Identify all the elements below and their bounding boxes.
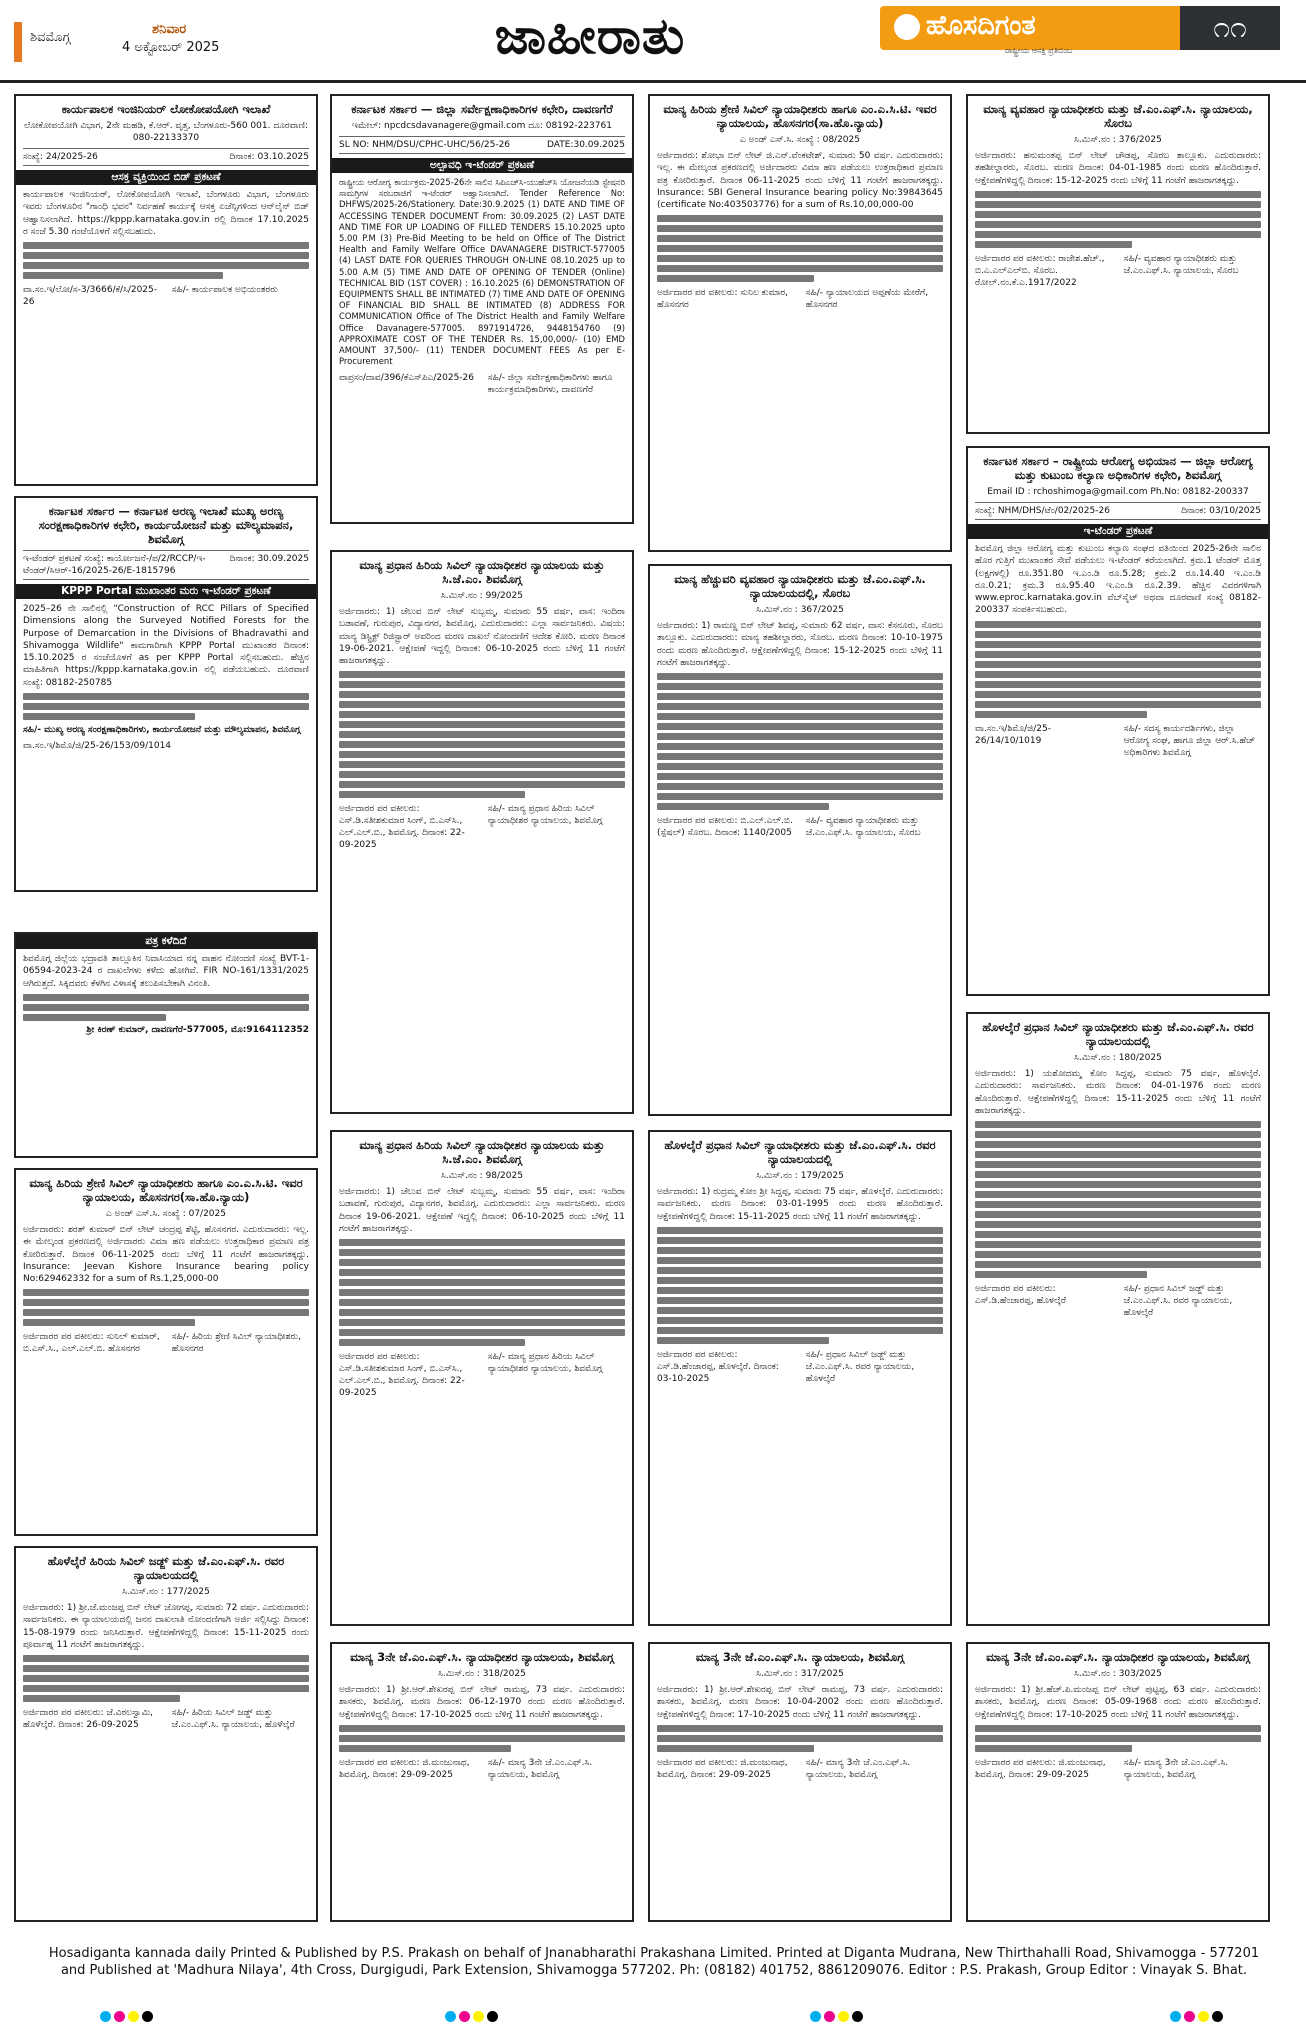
imprint: [14, 1945, 1294, 1979]
signatory: ಸಹಿ/- ಕಾರ್ಯಪಾಲಕ ಅಭಿಯಂತರರು: [171, 285, 278, 296]
ad-title: ಕರ್ನಾಟಕ ಸರ್ಕಾರ – ರಾಷ್ಟ್ರೀಯ ಆರೋಗ್ಯ ಅಭಿಯಾನ — ಜಿಲ್ಲಾ ಆರೋಗ್ಯ ಮತ್ತು ಕುಟುಂಬ ಕಲ್ಯಾಣ ಅಧಿಕಾರಿಗಳ ಕಛೇರಿ, ಶಿವಮೊಗ್ಗ: [983, 454, 1253, 482]
advocate: ಅರ್ಜಿದಾರರ ಪರ ವಕೀಲರು: ಎಸ್.ಡಿ.ಸತೀಶಕುಮಾರ ಸಿಂಗ್, ಬಿ.ಎಸ್‌ಸಿ., ಎಲ್.ಎಲ್.ಬಿ., ಶಿವಮೊಗ್ಗ. ದಿನಾಂಕ: 22-09-2025: [339, 1352, 465, 1399]
ad-title: ಮಾನ್ಯ ಹಿರಿಯ ಶ್ರೇಣಿ ಸಿವಿಲ್ ನ್ಯಾಯಾಧೀಶರು ಹಾಗೂ ಎಂ.ಎ.ಸಿ.ಟಿ. ಇವರ ನ್ಯಾಯಾಲಯ, ಹೊಸನಗರ(ಸಾ.ಹೊ.ನ್ಯಾಯ): [663, 102, 937, 130]
ref-date: ದಿನಾಂಕ: 03.10.2025: [229, 152, 309, 162]
ref-date: ದಿನಾಂಕ: 03/10/2025: [1181, 506, 1261, 516]
ad-title: ಕರ್ನಾಟಕ ಸರ್ಕಾರ — ಜಿಲ್ಲಾ ಸರ್ವೇಕ್ಷಣಾಧಿಕಾರಿಗಳ ಕಛೇರಿ, ದಾವಣಗೆರೆ: [351, 102, 613, 116]
ad-body: ಅರ್ಜಿದಾರರು: 1) ರುದ್ರಮ್ಮ ಕೋಂ ಶ್ರೀ ಸಿದ್ದಪ್ಪ, ಸುಮಾರು 75 ವರ್ಷ, ಹೊಳಲ್ಕೆರೆ. ಎದುರುದಾರರು: ಸಾರ್ವಜನಿಕರು. ಮರಣ ದಿನಾಂಕ: 03-01-1995 ರಂದು ಮರಣ ಹೊಂದಿರುತ್ತಾರೆ. ಆಕ್ಷೇಪಣೆಗಳಿದ್ದಲ್ಲಿ ದಿನಾಂಕ: 15-11-2025 ರಂದು ಬೆಳಿಗ್ಗೆ 11 ಗಂಟೆಗೆ ಹಾಜರಾಗತಕ್ಕದ್ದು.: [657, 1187, 943, 1222]
ad-footer: ವಾಪ್ರಸಂ/ದಾವ/396/ಕೆಎಸ್‌ಪಿಎ/2025-26: [339, 373, 474, 384]
ad-title: ಮಾನ್ಯ ಪ್ರಧಾನ ಹಿರಿಯ ಸಿವಿಲ್ ನ್ಯಾಯಾಧೀಶರ ನ್ಯಾಯಾಲಯ ಮತ್ತು ಸಿ.ಜೆ.ಎಂ. ಶಿವಮೊಗ್ಗ: [359, 558, 605, 586]
brand-tagline: ರಾಷ್ಟ್ರೀಯ ಆಸಕ್ತಿ ಪ್ರತಿಬಿಂಬ: [1005, 46, 1073, 55]
ad-footer: ವಾ.ಸಂ.ಇ/ಶಿಮೊ/ಜಿ/25-26/14/10/1019: [975, 723, 1051, 746]
ad-body: ಅರ್ಜಿದಾರರು: 1) ಶ್ರೀ.ಹೆಚ್.ಪಿ.ಮಂಜಪ್ಪ ಬಿನ್ ಲೇಟ್ ಪುಟ್ಟಪ್ಪ, 63 ವರ್ಷ. ಎದುರುದಾರರು: ಶಾಸಕರು, ಶಿವಮೊಗ್ಗ. ಮರಣ ದಿನಾಂಕ: 05-09-1968 ರಂದು ಮರಣ ಹೊಂದಿರುತ್ತಾರೆ. ಆಕ್ಷೇಪಣೆಗಳಿದ್ದಲ್ಲಿ ದಿನಾಂಕ: 17-10-2025 ರಂದು ಬೆಳಿಗ್ಗೆ 11 ಗಂಟೆಗೆ ಹಾಜರಾಗತಕ್ಕದ್ದು.: [975, 1685, 1261, 1720]
advocate: ಅರ್ಜಿದಾರರ ಪರ ವಕೀಲರು: ಎಸ್.ಡಿ.ಹೆಂಜಾರಪ್ಪ, ಹೊಳಲ್ಕೆರೆ: [975, 1284, 1067, 1307]
ad-title: ಕರ್ನಾಟಕ ಸರ್ಕಾರ — ಕರ್ನಾಟಕ ಅರಣ್ಯ ಇಲಾಖೆ ಮುಖ್ಯ ಅರಣ್ಯ ಸಂರಕ್ಷಣಾಧಿಕಾರಿಗಳ ಕಛೇರಿ, ಕಾರ್ಯಯೋಜನೆ ಮತ್ತು ಮೌಲ್ಯಮಾಪನ, ಶಿವಮೊಗ್ಗ: [38, 504, 294, 546]
ad-signature: [657, 287, 943, 311]
ref-number: ಸಂಖ್ಯೆ: NHM/DHS/ಟೆಂ/02/2025-26: [975, 506, 1110, 516]
ref-number: ಇ-ಟೆಂಡರ್ ಪ್ರಕಟಣೆ ಸಂಖ್ಯೆ: ಕಾರ್ಯೋಜನೆ-/ಪ/2/RCCP/ಇ-ಟೆಂಡರ್/ಸಿಆರ್-16/2025-26/E-1815796: [23, 554, 206, 576]
text-filler: [339, 671, 625, 798]
ad-signature: [975, 723, 1261, 759]
advocate: ಅರ್ಜಿದಾರರ ಪರ ವಕೀಲರು: ಸುನಿಲ್ ಕುಮಾರ್, ಬಿ.ಎಸ್.ಸಿ., ಎಲ್.ಎಲ್.ಬಿ. ಹೊಸನಗರ: [23, 1332, 160, 1355]
ref-number: ಸಂಖ್ಯೆ: 24/2025-26: [23, 152, 98, 162]
case-number: ಎ ಅಂಡ್ ಎಸ್.ಸಿ. ಸಂಖ್ಯೆ : 07/2025: [106, 1209, 226, 1219]
signatory: ಸಹಿ/- ಮಾನ್ಯ ಪ್ರಧಾನ ಹಿರಿಯ ಸಿವಿಲ್ ನ್ಯಾಯಾಧೀಶರ ನ್ಯಾಯಾಲಯ, ಶಿವಮೊಗ್ಗ: [487, 1352, 603, 1375]
ad-band: ಇ-ಟೆಂಡರ್ ಪ್ರಕಟಣೆ: [968, 524, 1268, 539]
ad-health-tender-shivamogga: [966, 446, 1270, 996]
advocate: ಅರ್ಜಿದಾರರ ಪರ ವಕೀಲರು: ಜಿ.ಮಂಜುನಾಥ, ಶಿವಮೊಗ್ಗ. ದಿನಾಂಕ: 29-09-2025: [339, 1757, 470, 1780]
section-title: ಜಾಹೀರಾತು: [494, 6, 686, 65]
column-3: [648, 94, 954, 1922]
ad-body: ಅರ್ಜಿದಾರರು: ಹನುಮಂತಪ್ಪ ಬಿನ್ ಲೇಟ್ ಚೌಡಪ್ಪ, ಸೊರಬ ತಾಲ್ಲೂಕು. ಎದುರುದಾರರು: ತಹಶೀಲ್ದಾರರು, ಸೊರಬ. ಮರಣ ದಿನಾಂಕ: 04-01-1985 ರಂದು ಮರಣ ಹೊಂದಿರುತ್ತಾರೆ. ಆಕ್ಷೇಪಣೆಗಳಿದ್ದಲ್ಲಿ ದಿನಾಂಕ: 15-12-2025 ರಂದು ಬೆಳಿಗ್ಗೆ 11 ಗಂಟೆಗೆ ಹಾಜರಾಗತಕ್ಕದ್ದು.: [975, 151, 1261, 186]
text-filler: [657, 1227, 943, 1344]
signatory: ಸಹಿ/- ಮಾನ್ಯ 3ನೇ ಜೆ.ಎಂ.ಎಫ್.ಸಿ. ನ್ಯಾಯಾಲಯ, ಶಿವಮೊಗ್ಗ: [805, 1757, 911, 1780]
text-filler: [657, 215, 943, 282]
text-filler: [23, 242, 309, 279]
text-filler: [657, 673, 943, 810]
ad-title: ಹೊಳೆಲ್ಕೆರೆ ಹಿರಿಯ ಸಿವಿಲ್ ಜಡ್ಜ್ ಮತ್ತು ಜೆ.ಎಂ.ಎಫ್.ಸಿ. ರವರ ನ್ಯಾಯಾಲಯದಲ್ಲಿ: [47, 1554, 285, 1582]
ad-body: ಅರ್ಜಿದಾರರು: 1) ಶ್ರೀ.ಜೆ.ಮಂಜಪ್ಪ ಬಿನ್ ಲೇಟ್ ಜೋಗಪ್ಪ, ಸುಮಾರು 72 ವರ್ಷ. ಎದುರುದಾರರು: ಸಾರ್ವಜನಿಕರು. ಈ ನ್ಯಾಯಾಲಯದಲ್ಲಿ ಜನನ ದಾಖಲಾತಿ ನೋಂದಣಿಗಾಗಿ ಅರ್ಜಿ ಸಲ್ಲಿಸಿದ್ದು ದಿನಾಂಕ: 15-08-1979 ರಂದು ಜನಿಸಿರುತ್ತಾರೆ. ಆಕ್ಷೇಪಣೆಗಳಿದ್ದಲ್ಲಿ ದಿನಾಂಕ: 15-11-2025 ರಂದು ಪೂರ್ವಾಹ್ನ 11 ಗಂಟೆಗೆ ಹಾಜರಾಗತಕ್ಕದ್ದು.: [23, 1603, 309, 1650]
ad-signature: [657, 1757, 943, 1781]
ad-court-notice: [330, 1642, 634, 1922]
text-filler: [975, 1725, 1261, 1752]
ad-court-notice: [330, 1130, 634, 1626]
case-number: ಸಿ.ಮಿಸ್.ನಂ : 177/2025: [122, 1587, 210, 1597]
ad-forest-tender: [14, 496, 318, 892]
ad-signature: [975, 1283, 1261, 1319]
advocate: ಅರ್ಜಿದಾರರ ಪರ ವಕೀಲರು: ಬಿ.ಎಲ್.ಎಲ್.ಬಿ. (ಸ್ಪೆಷಲ್) ಸೊರಬ. ದಿನಾಂಕ: 1140/2005: [657, 816, 793, 839]
text-filler: [975, 621, 1261, 718]
ad-body: ಅರ್ಜಿದಾರರು: ಶೋಭಾ ಬಿನ್ ಲೇಟ್ ಜಿ.ಎನ್.ವೆಂಕಟೇಶ್, ಸುಮಾರು 50 ವರ್ಷ. ಎದುರುದಾರರು: ಇಲ್ಲ. ಈ ಮೇಲ್ಕಂಡ ಪ್ರಕರಣದಲ್ಲಿ ಅರ್ಜಿದಾರರು ವಿಮಾ ಹಣ ಪಡೆಯಲು ಉತ್ತರಾಧಿಕಾರ ಪ್ರಮಾಣ ಪತ್ರ ಕೋರಿರುತ್ತಾರೆ. ದಿನಾಂಕ 06-11-2025 ರಂದು ಬೆಳಿಗ್ಗೆ 11 ಗಂಟೆಗೆ ಹಾಜರಾಗತಕ್ಕದ್ದು. Insurance: SBI General Insurance bearing policy No:39843645 (certificate No:403503776) for a sum of Rs.10,00,000-00: [657, 151, 943, 211]
ad-court-notice: [966, 1012, 1270, 1626]
ad-band: KPPP Portal ಮುಖಾಂತರ ಮರು ಇ-ಟೆಂಡರ್ ಪ್ರಕಟಣೆ: [16, 584, 316, 599]
text-filler: [23, 1289, 309, 1326]
case-number: ಎ ಅಂಡ್ ಎಸ್.ಸಿ. ಸಂಖ್ಯೆ : 08/2025: [740, 135, 860, 145]
case-number: ಸಿ.ಮಿಸ್.ನಂ : 317/2025: [756, 1669, 844, 1679]
ad-reference: [23, 550, 309, 580]
ad-signature: [975, 1757, 1261, 1781]
signatory: ಸಹಿ/- ಸದಸ್ಯ ಕಾರ್ಯದರ್ಶಿಗಳು, ಜಿಲ್ಲಾ ಆರೋಗ್ಯ ಸಂಘ, ಹಾಗೂ ಜಿಲ್ಲಾ ಆರ್.ಸಿ.ಹೆಚ್ ಅಧಿಕಾರಿಗಳು ಶಿವಮೊಗ್ಗ: [1123, 723, 1256, 758]
ad-title: ಕಾರ್ಯಪಾಲಕ ಇಂಜಿನಿಯರ್ ಲೋಕೋಪಯೋಗಿ ಇಲಾಖೆ: [61, 102, 271, 116]
text-filler: [339, 1239, 625, 1346]
ad-title: ಹೊಳಲ್ಕೆರೆ ಪ್ರಧಾನ ಸಿವಿಲ್ ನ್ಯಾಯಾಧೀಶರು ಮತ್ತು ಜೆ.ಎಂ.ಎಫ್.ಸಿ. ರವರ ನ್ಯಾಯಾಲಯದಲ್ಲಿ: [982, 1020, 1254, 1048]
signatory: ಸಹಿ/- ಮುಖ್ಯ ಅರಣ್ಯ ಸಂರಕ್ಷಣಾಧಿಕಾರಿಗಳು, ಕಾರ್ಯಯೋಜನೆ ಮತ್ತು ಮೌಲ್ಯಮಾಪನ, ಶಿವಮೊಗ್ಗ: [23, 725, 301, 736]
ad-body: 2025–26 ನೇ ಸಾಲಿನಲ್ಲಿ "Construction of RCC Pillars of Specified Dimensions along the Surveyed Notified Forests for the Purpose of Demarcation in the Divisions of Bhadravathi and Shivamogga Wildlife" ಕಾಮಗಾರಿಗಾಗಿ KPPP Portal ಮುಖಾಂತರ ದಿನಾಂಕ: 15.10.2025 ರ ಸಂಜೆಯೊಳಗೆ as per KPPP Portal ಸಲ್ಲಿಸಬಹುದು. ಹೆಚ್ಚಿನ ಮಾಹಿತಿಗಾಗಿ https://kppp.karnataka.gov.in ನಲ್ಲಿ ಪಡೆಯಬಹುದು. ದೂರವಾಣಿ ಸಂಖ್ಯೆ: 08182-250785: [23, 604, 309, 688]
text-filler: [339, 1725, 625, 1752]
ad-body: ಅರ್ಜಿದಾರರು: 1) ಯಶೋದಮ್ಮ ಕೋಂ ಸಿದ್ದಪ್ಪ, ಸುಮಾರು 75 ವರ್ಷ, ಹೊಳಲ್ಕೆರೆ. ಎದುರುದಾರರು: ಸಾರ್ವಜನಿಕರು. ಮರಣ ದಿನಾಂಕ: 04-01-1976 ರಂದು ಮರಣ ಹೊಂದಿರುತ್ತಾರೆ. ಆಕ್ಷೇಪಣೆಗಳಿದ್ದಲ್ಲಿ ದಿನಾಂಕ: 15-11-2025 ರಂದು ಬೆಳಿಗ್ಗೆ 11 ಗಂಟೆಗೆ ಹಾಜರಾಗತಕ್ಕದ್ದು.: [975, 1069, 1261, 1116]
text-filler: [23, 1655, 309, 1702]
ad-court-notice: [648, 1642, 952, 1922]
text-filler: [23, 693, 309, 720]
ad-court-notice: [966, 1642, 1270, 1922]
advocate: ಅರ್ಜಿದಾರರ ಪರ ವಕೀಲರು: ಸುನಿಲ ಕುಮಾರ, ಹೊಸನಗರ: [657, 288, 788, 311]
ad-court-notice: [330, 550, 634, 1114]
signatory: ಸಹಿ/- ವ್ಯವಹಾರ ನ್ಯಾಯಾಧೀಶರು ಮತ್ತು ಜೆ.ಎಂ.ಎಫ್.ಸಿ. ನ್ಯಾಯಾಲಯ, ಸೊರಬ: [1123, 253, 1239, 276]
ad-footer: ವಾ.ಸಂ.ಇ/ಶಿಮೊ/ಜಿ/25-26/153/09/1014: [23, 741, 172, 752]
signatory: ಸಹಿ/- ಮಾನ್ಯ ಪ್ರಧಾನ ಹಿರಿಯ ಸಿವಿಲ್ ನ್ಯಾಯಾಧೀಶರ ನ್ಯಾಯಾಲಯ, ಶಿವಮೊಗ್ಗ: [487, 804, 603, 827]
ref-number: SL NO: NHM/DSU/CPHC-UHC/56/25-26: [339, 140, 511, 150]
ad-address: ಲೋಕೋಪಯೋಗಿ ವಿಭಾಗ, 2ನೇ ಮಹಡಿ, ಕೆ.ಆರ್. ವೃತ್ತ, ಬೆಂಗಳೂರು-560 001. ದೂರವಾಣಿ: 080-22133370: [23, 121, 308, 143]
text-filler: [23, 994, 309, 1021]
ad-signature: [339, 372, 625, 396]
ad-contact: Email ID : rchoshimoga@gmail.com Ph.No: 08182-200337: [987, 487, 1249, 497]
signatory: ಸಹಿ/- ಮಾನ್ಯ 3ನೇ ಜೆ.ಎಂ.ಎಫ್.ಸಿ. ನ್ಯಾಯಾಲಯ, ಶಿವಮೊಗ್ಗ: [1123, 1757, 1229, 1780]
signatory: ಸಹಿ/- ವ್ಯವಹಾರ ನ್ಯಾಯಾಧೀಶರು ಮತ್ತು ಜೆ.ಎಂ.ಎಫ್.ಸಿ. ನ್ಯಾಯಾಲಯ, ಸೊರಬ: [805, 816, 921, 839]
case-number: ಸಿ.ಮಿಸ್.ನಂ : 376/2025: [1074, 135, 1162, 145]
ad-band: ಆಸಕ್ತ ವ್ಯಕ್ತಿಯಿಂದ ಬಿಡ್ ಪ್ರಕಟಣೆ: [16, 170, 316, 185]
case-number: ಸಿ.ಮಿಸ್.ನಂ : 367/2025: [756, 605, 844, 615]
advocate: ಅರ್ಜಿದಾರರ ಪರ ವಕೀಲರು: ಜೆ.ವಿಠಲಸ್ವಾಮಿ, ಹೊಳೆಲ್ಕೆರೆ. ದಿನಾಂಕ: 26-09-2025: [23, 1708, 154, 1731]
lamp-icon: [894, 14, 920, 40]
registration-marks: [100, 2007, 156, 2021]
ad-reference: [975, 502, 1261, 520]
signatory: ಸಹಿ/- ನ್ಯಾಯಾಲಯದ ಅಪ್ಪಣೆಯ ಮೇರೆಗೆ, ಹೊಸನಗರ: [805, 288, 929, 311]
ad-body: ಅರ್ಜಿದಾರರು: 1) ಚೆಲುವ ಬಿನ್ ಲೇಟ್ ಸುಬ್ಬಮ್ಮ, ಸುಮಾರು 55 ವರ್ಷ, ವಾಸ: ಇಂದಿರಾ ಬಡಾವಣೆ, ಗುರುಪುರ, ವಿದ್ಯಾನಗರ, ಶಿವಮೊಗ್ಗ. ಎದುರುದಾರರು: ಎಲ್ಲಾ ಸಾರ್ವಜನಿಕರು. ಮರಣ ದಿನಾಂಕ 19-06-2021. ಆಕ್ಷೇಪಣೆ ಇದ್ದಲ್ಲಿ ದಿನಾಂಕ: 06-10-2025 ರಂದು ಬೆಳಿಗ್ಗೆ 11 ಗಂಟೆಗೆ ಹಾಜರಾಗತಕ್ಕದ್ದು.: [339, 1187, 625, 1234]
ad-body: ರಾಷ್ಟ್ರೀಯ ಆರೋಗ್ಯ ಕಾರ್ಯಕ್ರಮ-2025-26ನೇ ಸಾಲಿನ ಸಿಪಿಎಚ್‌ಸಿ-ಯುಹೆಚ್‌ಸಿ ಯೋಜನೆಯಡಿ ಸ್ಟೇಷನರಿ ಸಾಮಗ್ರಿಗಳ ಸರಬರಾಜಿಗೆ ಇ-ಟೆಂಡರ್ ಆಹ್ವಾನಿಸಲಾಗಿದೆ. Tender Reference No: DHFWS/2025-26/Stationery. Date:30.9.2025 (1) DATE AND TIME OF ACCESSING TENDER DOCUMENT From: 30.09.2025 (2) LAST DATE AND TIME FOR UP LOADING OF FILLED TENDERS 15.10.2025 upto 5.00 P.M (3) Pre-Bid Meeting to be held on Office of The District Health and Family Welfare Office DAVANAGERE DISTRICT-577005 (4) LAST DATE FOR QUERIES THROUGH ON-LINE 08.10.2025 up to 5.00 A.M (5) TIME AND DATE OF OPENING OF TENDER (Online) TECHNICAL BID (1ST COVER) : 16.10.2025 (6) DEMONSTRATION OF EQUIPMENTS SHALL BE INTIMATED (7) TIME AND DATE OF OPENING OF FINANCIAL BID SHALL BE INTIMATED (8) ADDRESS FOR COMMUNICATION Office of The District Health and Family Welfare Office Davanagere-577005. 8971914726, 9448154760 (9) APPROXIMATE COST OF THE TENDER Rs. 15,00,000/- (10) EMD AMOUNT 37,500/- (11) TENDER DOCUMENT FEES As per E-Procurement: [339, 177, 625, 367]
case-number: ಸಿ.ಮಿಸ್.ನಂ : 98/2025: [441, 1171, 523, 1181]
brand-name: ಹೊಸದಿಗಂತ: [926, 10, 1036, 41]
ad-body: ಅರ್ಜಿದಾರರು: 1) ರಾಮಣ್ಣ ಬಿನ್ ಲೇಟ್ ಶಿವಪ್ಪ, ಸುಮಾರು 62 ವರ್ಷ, ವಾಸ: ಕೆಸನೂರು, ಸೊರಬ ತಾಲ್ಲೂಕು. ಎದುರುದಾರರು: ಮಾನ್ಯ ತಹಶೀಲ್ದಾರರು, ಸೊರಬ. ಮರಣ ದಿನಾಂಕ: 10-10-1975 ರಂದು ಮರಣ ಹೊಂದಿರುತ್ತಾರೆ. ಆಕ್ಷೇಪಣೆಗಳಿದ್ದಲ್ಲಿ ದಿನಾಂಕ: 15-12-2025 ರಂದು ಬೆಳಿಗ್ಗೆ 11 ಗಂಟೆಗೆ ಹಾಜರಾಗತಕ್ಕದ್ದು.: [657, 621, 943, 668]
text-filler: [975, 191, 1261, 248]
advocate: ಅರ್ಜಿದಾರರ ಪರ ವಕೀಲರು: ಎಸ್.ಡಿ.ಹೆಂಜಾರಪ್ಪ, ಹೊಳಲ್ಕೆರೆ. ದಿನಾಂಕ: 03-10-2025: [657, 1349, 779, 1384]
dateline-date: 4 ಅಕ್ಟೋಬರ್ 2025: [122, 40, 220, 55]
dateline-city: ಶಿವಮೊಗ್ಗ: [30, 30, 71, 45]
text-filler: [657, 1725, 943, 1752]
ad-body: ಶಿವಮೊಗ್ಗ ಜಿಲ್ಲಾ ಆರೋಗ್ಯ ಮತ್ತು ಕುಟುಂಬ ಕಲ್ಯಾಣ ಸಂಘದ ವತಿಯಿಂದ 2025-26ನೇ ಸಾಲಿನ ಹೊರ ಗುತ್ತಿಗೆ ಮುಖಾಂತರ ಸೇವೆ ಪಡೆಯಲು ಇ-ಟೆಂಡರ್ ಕರೆಯಲಾಗಿದೆ. ಕ್ರಮ.1 ಟೆಂಡರ್ ಮೊತ್ತ (ಲಕ್ಷಗಳಲ್ಲಿ) ರೂ.351.80 ಇ.ಎಂ.ಡಿ ರೂ.5.28; ಕ್ರಮ.2 ರೂ.14.40 ಇ.ಎಂ.ಡಿ ರೂ.0.21; ಕ್ರಮ.3 ರೂ.95.40 ಇ.ಎಂ.ಡಿ ರೂ.2.39. ಹೆಚ್ಚಿನ ವಿವರಗಳಿಗಾಗಿ www.eproc.karnataka.gov.in ವೆಬ್‌ಸೈಟ್ ಅಥವಾ ದೂರವಾಣಿ ಸಂಖ್ಯೆ 08182-200337 ಸಂಪರ್ಕಿಸಬಹುದು.: [975, 544, 1261, 616]
ad-court-notice: [966, 94, 1270, 434]
ad-body: ಅರ್ಜಿದಾರರು: 1) ಶ್ರೀ.ಆರ್.ಶೇಖರಪ್ಪ ಬಿನ್ ಲೇಟ್ ರಾಮಪ್ಪ, 73 ವರ್ಷ. ಎದುರುದಾರರು: ಶಾಸಕರು, ಶಿವಮೊಗ್ಗ. ಮರಣ ದಿನಾಂಕ: 10-04-2002 ರಂದು ಮರಣ ಹೊಂದಿರುತ್ತಾರೆ. ಆಕ್ಷೇಪಣೆಗಳಿದ್ದಲ್ಲಿ ದಿನಾಂಕ: 17-10-2025 ರಂದು ಬೆಳಿಗ್ಗೆ 11 ಗಂಟೆಗೆ ಹಾಜರಾಗತಕ್ಕದ್ದು.: [657, 1685, 943, 1720]
dateline-day: ಶನಿವಾರ: [152, 22, 187, 37]
ad-signature: [339, 1757, 625, 1781]
ad-title: ಹೊಳಲ್ಕೆರೆ ಪ್ರಧಾನ ಸಿವಿಲ್ ನ್ಯಾಯಾಧೀಶರು ಮತ್ತು ಜೆ.ಎಂ.ಎಫ್.ಸಿ. ರವರ ನ್ಯಾಯಾಲಯದಲ್ಲಿ: [664, 1138, 936, 1166]
signatory: ಸಹಿ/- ಮಾನ್ಯ 3ನೇ ಜೆ.ಎಂ.ಎಫ್.ಸಿ. ನ್ಯಾಯಾಲಯ, ಶಿವಮೊಗ್ಗ: [487, 1757, 593, 1780]
ad-signature: [975, 253, 1261, 289]
signatory: ಸಹಿ/- ಹಿರಿಯ ಸಿವಿಲ್ ಜಡ್ಜ್ ಮತ್ತು ಜೆ.ಎಂ.ಎಫ್.ಸಿ. ನ್ಯಾಯಾಲಯ, ಹೊಳೆಲ್ಕೆರೆ: [171, 1708, 295, 1731]
ad-court-notice: [648, 1130, 952, 1626]
ad-body: ಅರ್ಜಿದಾರರು: 1) ಚೆಲುವ ಬಿನ್ ಲೇಟ್ ಸುಬ್ಬಮ್ಮ, ಸುಮಾರು 55 ವರ್ಷ, ವಾಸ: ಇಂದಿರಾ ಬಡಾವಣೆ, ಗುರುಪುರ, ವಿದ್ಯಾನಗರ, ಶಿವಮೊಗ್ಗ. ಎದುರುದಾರರು: ಎಲ್ಲಾ ಸಾರ್ವಜನಿಕರು. ವಿಷಯ: ಮಾನ್ಯ ಡಿಸ್ಟ್ರಿಕ್ಟ್ ರಿಜಿಸ್ಟ್ರಾರ್ ಅವರಿಂದ ಮರಣ ದಾಖಲೆ ನೋಂದಣಿಗೆ ಆದೇಶ ಕೋರಿ. ಮರಣ ದಿನಾಂಕ 19-06-2021. ಆಕ್ಷೇಪಣೆ ಇದ್ದಲ್ಲಿ ದಿನಾಂಕ: 06-10-2025 ರಂದು ಬೆಳಿಗ್ಗೆ 11 ಗಂಟೆಗೆ ಹಾಜರಾಗತಕ್ಕದ್ದು.: [339, 607, 625, 667]
ad-signature: [339, 1351, 625, 1399]
ad-reference: [339, 136, 625, 154]
masthead: [0, 0, 1306, 83]
column-1: [14, 94, 320, 1922]
advocate: ಅರ್ಜಿದಾರರ ಪರ ವಕೀಲರು: ಜಿ.ಮಂಜುನಾಥ, ಶಿವಮೊಗ್ಗ. ದಿನಾಂಕ: 29-09-2025: [657, 1757, 788, 1780]
signatory: ಸಹಿ/- ಜಿಲ್ಲಾ ಸರ್ವೇಕ್ಷಣಾಧಿಕಾರಿಗಳು ಹಾಗೂ ಕಾರ್ಯಕ್ರಮಾಧಿಕಾರಿಗಳು, ದಾವಣಗೆರೆ: [487, 373, 613, 396]
ad-title: ಮಾನ್ಯ 3ನೇ ಜೆ.ಎಂ.ಎಫ್.ಸಿ. ನ್ಯಾಯಾಲಯ, ಶಿವಮೊಗ್ಗ: [695, 1650, 905, 1664]
ad-band: ಅಲ್ಪಾವಧಿ ಇ-ಟೆಂಡರ್ ಪ್ರಕಟಣೆ: [332, 158, 632, 173]
ad-body: ಶಿವಮೊಗ್ಗ ಜಿಲ್ಲೆಯ ಭದ್ರಾವತಿ ತಾಲ್ಲೂಕಿನ ನಿವಾಸಿಯಾದ ನನ್ನ ವಾಹನ ನೋಂದಣಿ ಸಂಖ್ಯೆ BVT-1-06594-2023-24 ರ ದಾಖಲೆಗಳು ಕಳೆದು ಹೋಗಿವೆ. FIR NO-161/1331/2025 ಆಗಿರುತ್ತದೆ. ಸಿಕ್ಕಿದವರು ಕೆಳಗಿನ ವಿಳಾಸಕ್ಕೆ ತಲುಪಿಸಬೇಕಾಗಿ ವಿನಂತಿ.: [23, 954, 309, 989]
ad-body: ಅರ್ಜಿದಾರರು: ಶರತ್ ಕುಮಾರ್ ಬಿನ್ ಲೇಟ್ ಚಂದ್ರಪ್ಪ ಶೆಟ್ಟಿ, ಹೊಸನಗರ. ಎದುರುದಾರರು: ಇಲ್ಲ. ಈ ಮೇಲ್ಕಂಡ ಪ್ರಕರಣದಲ್ಲಿ ಅರ್ಜಿದಾರರು ವಿಮಾ ಹಣ ಪಡೆಯಲು ಉತ್ತರಾಧಿಕಾರ ಪ್ರಮಾಣ ಪತ್ರ ಕೋರಿರುತ್ತಾರೆ. ದಿನಾಂಕ 06-11-2025 ರಂದು ಬೆಳಿಗ್ಗೆ 11 ಗಂಟೆಗೆ ಹಾಜರಾಗತಕ್ಕದ್ದು. Insurance: Jeevan Kishore Insurance bearing policy No:629462332 for a sum of Rs.1,25,000-00: [23, 1225, 309, 1285]
case-number: ಸಿ.ಮಿಸ್.ನಂ : 180/2025: [1074, 1053, 1162, 1063]
signatory: ಸಹಿ/- ಪ್ರಧಾನ ಸಿವಿಲ್ ಜಡ್ಜ್ ಮತ್ತು ಜೆ.ಎಂ.ಎಫ್.ಸಿ. ರವರ ನ್ಯಾಯಾಲಯ, ಹೊಳಲ್ಕೆರೆ: [805, 1349, 915, 1384]
ad-contact: ಶ್ರೀ ಕಿರಣ್ ಕುಮಾರ್, ದಾವಣಗೆರೆ-577005, ಮೊ:9164112352: [86, 1024, 309, 1035]
ad-signature: [339, 803, 625, 851]
ad-title: ಮಾನ್ಯ ಪ್ರಧಾನ ಹಿರಿಯ ಸಿವಿಲ್ ನ್ಯಾಯಾಧೀಶರ ನ್ಯಾಯಾಲಯ ಮತ್ತು ಸಿ.ಜೆ.ಎಂ. ಶಿವಮೊಗ್ಗ: [359, 1138, 605, 1166]
column-4: [966, 94, 1272, 1922]
ad-title: ಮಾನ್ಯ 3ನೇ ಜೆ.ಎಂ.ಎಫ್.ಸಿ. ನ್ಯಾಯಾಧೀಶರ ನ್ಯಾಯಾಲಯ, ಶಿವಮೊಗ್ಗ: [350, 1650, 614, 1664]
ad-signature: [23, 1331, 309, 1355]
ad-signature: [657, 815, 943, 839]
ref-date: DATE:30.09.2025: [547, 140, 625, 150]
case-number: ಸಿ.ಮಿಸ್.ನಂ : 303/2025: [1074, 1669, 1162, 1679]
ad-court-notice: [648, 94, 952, 552]
ad-address: ಇಮೇಲ್: npcdcsdavanagere@gmail.com ದೂ: 08192-223761: [352, 121, 612, 131]
ref-date: ದಿನಾಂಕ: 30.09.2025: [229, 554, 309, 564]
signatory: ಸಹಿ/- ಹಿರಿಯ ಶ್ರೇಣಿ ಸಿವಿಲ್ ನ್ಯಾಯಾಧೀಶರು, ಹೊಸನಗರ: [171, 1332, 302, 1355]
ad-body: ಕಾರ್ಯಪಾಲಕ ಇಂಜಿನಿಯರ್, ಲೋಕೋಪಯೋಗಿ ಇಲಾಖೆ, ಬೆಂಗಳೂರು ವಿಭಾಗ, ಬೆಂಗಳೂರು ಇವರು ಬೆಂಗಳೂರಿನ "ಗಾಂಧಿ ಭವನ" ನಿರ್ವಹಣೆ ಕಾರ್ಯಕ್ಕೆ ಆಸಕ್ತ ಏಜೆನ್ಸಿಗಳಿಂದ ಆನ್‌ಲೈನ್ ಬಿಡ್ ಆಹ್ವಾನಿಸಲಾಗಿದೆ. https://kppp.karnataka.gov.in ರಲ್ಲಿ ದಿನಾಂಕ 17.10.2025 ರ ಸಂಜೆ 5.30 ಗಂಟೆಯೊಳಗೆ ಸಲ್ಲಿಸಬಹುದು.: [23, 190, 309, 237]
imprint-line-2: and Published at 'Madhura Nilaya', 4th Cross, Durgigudi, Park Extension, Shivamogga 577202. Ph: (08182) 401752, 8861209076. Editor : P.S. Prakash, Group Editor : Vinayak S. Bhat.: [60, 1963, 1248, 1978]
advocate: ಅರ್ಜಿದಾರರ ಪರ ವಕೀಲರು: ಜಿ.ಮಂಜುನಾಥ, ಶಿವಮೊಗ್ಗ. ದಿನಾಂಕ: 29-09-2025: [975, 1757, 1106, 1780]
registration-marks: [445, 2007, 501, 2021]
ad-health-tender-davanagere: [330, 94, 634, 524]
registration-marks: [1170, 2007, 1226, 2021]
case-number: ಸಿ.ಮಿಸ್.ನಂ : 318/2025: [438, 1669, 526, 1679]
ad-signature: [657, 1349, 943, 1385]
dateline: [14, 22, 250, 62]
ad-lost-document: [14, 932, 318, 1158]
imprint-line-1: Hosadiganta kannada daily Printed & Published by P.S. Prakash on behalf of Jnanabharathi Prakashana Limited. Printed at Diganta Mudrana, New Thirthahalli Road, Shivamogga - 577201: [48, 1946, 1260, 1961]
ad-signature: [23, 284, 309, 308]
brand-logo: [880, 6, 1180, 55]
text-filler: [975, 1121, 1261, 1278]
ad-court-notice: [648, 564, 952, 1116]
ad-reference: [23, 148, 309, 166]
registration-marks: [810, 2007, 866, 2021]
ad-footer: ವಾ.ಸಂ.ಇ/ಲೋ/ಸ-3/3666/ಕೆ/ಸಿ/2025-26: [23, 285, 158, 308]
case-number: ಸಿ.ಮಿಸ್.ನಂ : 179/2025: [756, 1171, 844, 1181]
ad-title: ಮಾನ್ಯ ಹಿರಿಯ ಶ್ರೇಣಿ ಸಿವಿಲ್ ನ್ಯಾಯಾಧೀಶರು ಹಾಗೂ ಎಂ.ಎ.ಸಿ.ಟಿ. ಇವರ ನ್ಯಾಯಾಲಯ, ಹೊಸನಗರ(ಸಾ.ಹೊ.ನ್ಯಾಯ): [29, 1176, 303, 1204]
advocate: ಅರ್ಜಿದಾರರ ಪರ ವಕೀಲರು: ರಾಜೇಶ.ಹೆಚ್., ಬಿ.ಎ.ಎಲ್‌ಎಲ್‌ಬಿ. ಸೊರಬ. ರೋಲ್.ನಂ.ಕೆ.ಎ.1917/2022: [975, 253, 1105, 288]
ad-pwd-tender: [14, 94, 318, 486]
ad-court-notice: [14, 1546, 318, 1922]
ad-signature: [23, 1707, 309, 1731]
column-2: [330, 94, 636, 1922]
case-number: ಸಿ.ಮಿಸ್.ನಂ : 99/2025: [441, 591, 523, 601]
ad-title: ಮಾನ್ಯ ಹೆಚ್ಚುವರಿ ವ್ಯವಹಾರ ನ್ಯಾಯಾಧೀಶರು ಮತ್ತು ಜೆ.ಎಂ.ಎಫ್.ಸಿ. ನ್ಯಾಯಾಲಯದಲ್ಲಿ, ಸೊರಬ: [674, 572, 926, 600]
page-number: ೧೧: [1180, 6, 1280, 50]
signatory: ಸಹಿ/- ಪ್ರಧಾನ ಸಿವಿಲ್ ಜಡ್ಜ್ ಮತ್ತು ಜೆ.ಎಂ.ಎಫ್.ಸಿ. ರವರ ನ್ಯಾಯಾಲಯ, ಹೊಳಲ್ಕೆರೆ: [1123, 1284, 1233, 1319]
ad-court-notice: [14, 1168, 318, 1536]
ad-title: ಮಾನ್ಯ ವ್ಯವಹಾರ ನ್ಯಾಯಾಧೀಶರು ಮತ್ತು ಜೆ.ಎಂ.ಎಫ್.ಸಿ. ನ್ಯಾಯಾಲಯ, ಸೊರಬ: [983, 102, 1253, 130]
ad-band: ಪತ್ರ ಕಳೆದಿದೆ: [16, 934, 316, 949]
ad-body: ಅರ್ಜಿದಾರರು: 1) ಶ್ರೀ.ಆರ್.ಶೇಖರಪ್ಪ ಬಿನ್ ಲೇಟ್ ರಾಮಪ್ಪ, 73 ವರ್ಷ. ಎದುರುದಾರರು: ಶಾಸಕರು, ಶಿವಮೊಗ್ಗ. ಮರಣ ದಿನಾಂಕ: 06-12-1970 ರಂದು ಮರಣ ಹೊಂದಿರುತ್ತಾರೆ. ಆಕ್ಷೇಪಣೆಗಳಿದ್ದಲ್ಲಿ ದಿನಾಂಕ: 17-10-2025 ರಂದು ಬೆಳಿಗ್ಗೆ 11 ಗಂಟೆಗೆ ಹಾಜರಾಗತಕ್ಕದ್ದು.: [339, 1685, 625, 1720]
ad-title: ಮಾನ್ಯ 3ನೇ ಜೆ.ಎಂ.ಎಫ್.ಸಿ. ನ್ಯಾಯಾಧೀಶರ ನ್ಯಾಯಾಲಯ, ಶಿವಮೊಗ್ಗ: [986, 1650, 1250, 1664]
advocate: ಅರ್ಜಿದಾರರ ಪರ ವಕೀಲರು: ಎಸ್.ಡಿ.ಸತೀಶಕುಮಾರ ಸಿಂಗ್, ಬಿ.ಎಸ್‌ಸಿ., ಎಲ್.ಎಲ್.ಬಿ., ಶಿವಮೊಗ್ಗ. ದಿನಾಂಕ: 22-09-2025: [339, 804, 465, 851]
